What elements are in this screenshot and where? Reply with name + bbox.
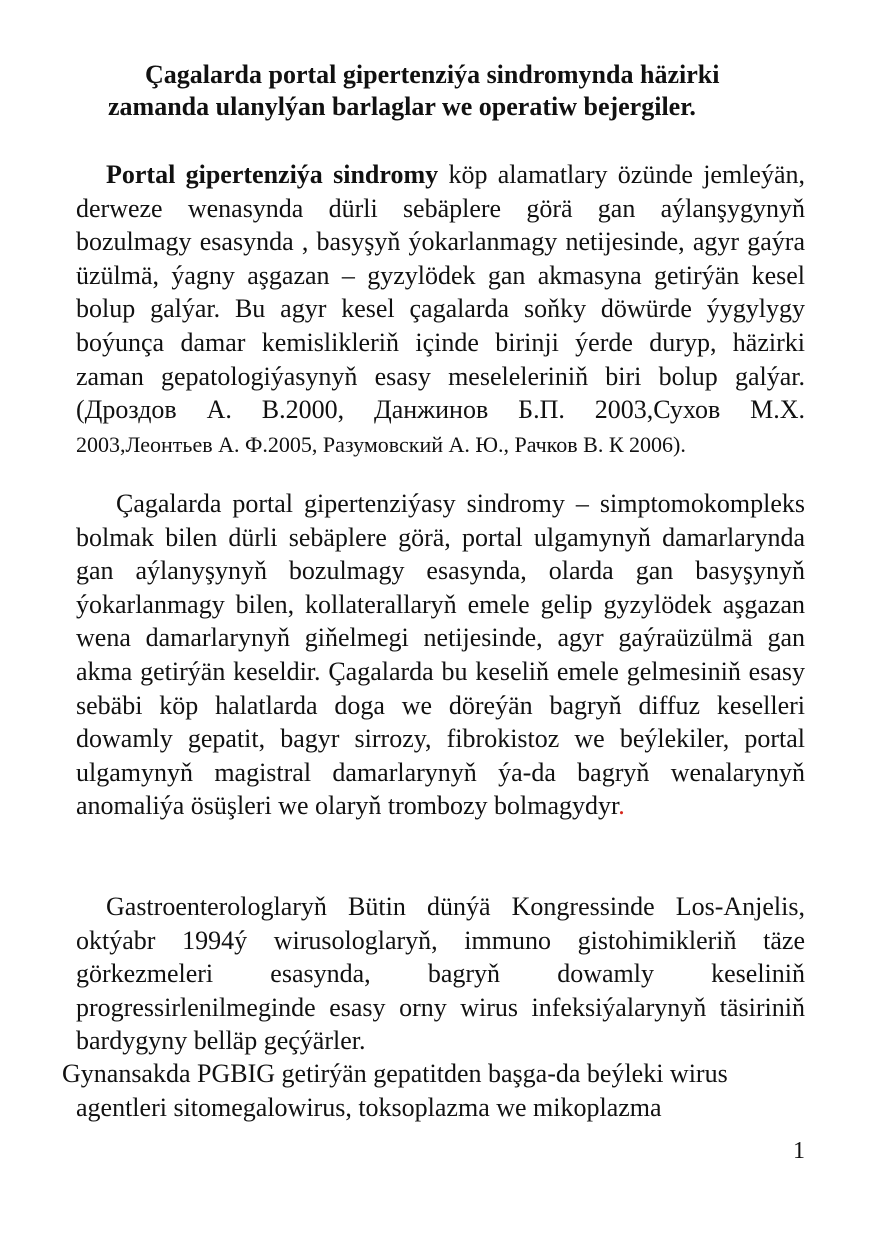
paragraph-1-bold-lead: Portal gipertenziýa sindromy [106, 160, 439, 189]
paragraph-2 [76, 487, 805, 823]
paragraph-1-text: köp alamatlary özünde jemleýän, derweze wenasynda dürli sebäplere görä gan aýlanşygynyň bozulmagy esasynda , basyşyň ýokarlanmagy netijesinde, agyr gaýra üzülmä, ýagny aşgazan – gyzylödek gan akmasyna getirýän kesel bolup galýar. Bu agyr kesel çagalarda soňky döwürde ýygylygy boýunça damar kemislikleriň içinde birinji ýerde duryp, häzirki zaman gepatologiýasynyň esasy meseleleriniň biri bolup galýar. [76, 160, 805, 391]
paragraph-4 [62, 1057, 805, 1124]
paragraph-3 [76, 890, 805, 1058]
paragraph-2-text: Çagalarda portal gipertenziýasy sindromy – simptomokompleks bolmak bilen dürli sebäplere görä, portal ulgamynyň damarlarynda gan aýlanyşynyň bozulmagy esasynda, olarda gan basyşynyň ýokarlanmagy bilen, kollaterallaryň emele gelip gyzylödek aşgazan wena damarlarynyň giňelmegi netijesinde, agyr gaýraüzülmä gan akma getirýän keseldir. Çagalarda bu keseliň emele gelmesiniň esasy sebäbi köp halatlarda doga we döreýän bagryň diffuz keselleri dowamly gepatit, bagyr sirrozy, fibrokistoz we beýlekiler, portal ulgamynyň magistral damarlarynyň ýa-da bagryň wenalarynyň anomaliýa ösüşleri we olaryň trombozy bolmagydyr [76, 489, 805, 821]
title-line-1: Çagalarda portal gipertenziýa sindromynda häzirki [145, 60, 720, 89]
page-number: 1 [793, 1138, 805, 1164]
paragraph-4-line-2: agentleri sitomegalowirus, toksoplazma we mikoplazma [76, 1092, 662, 1122]
paragraph-2-end-mark: . [618, 791, 625, 821]
citation-line-1: (Дроздов А. В.2000, Данжинов Б.П. 2003,Сухов М.Х. [76, 395, 805, 425]
title-line-2: zamanda ulanylýan barlaglar we operatiw bejergiler. [108, 92, 696, 121]
paragraph-3-text: Gastroenterologlaryň Bütin dünýä Kongressinde Los-Anjelis, oktýabr 1994ý wirusologlaryň, immuno gistohimikleriň täze görkezmeleri esasynda, bagryň dowamly keseliniň progressirlenilmeginde esasy orny wirus infeksiýalarynyň täsiriniň bardygyny belläp geçýärler. [76, 892, 805, 1056]
citation-line-2: 2003,Леонтьев А. Ф.2005, Разумовский А. Ю., Рачков В. К 2006). [76, 431, 686, 457]
paragraph-4-line-1: Gynansakda PGBIG getirýän gepatitden başga-da beýleki wirus [62, 1059, 728, 1088]
paragraph-1 [76, 158, 805, 461]
